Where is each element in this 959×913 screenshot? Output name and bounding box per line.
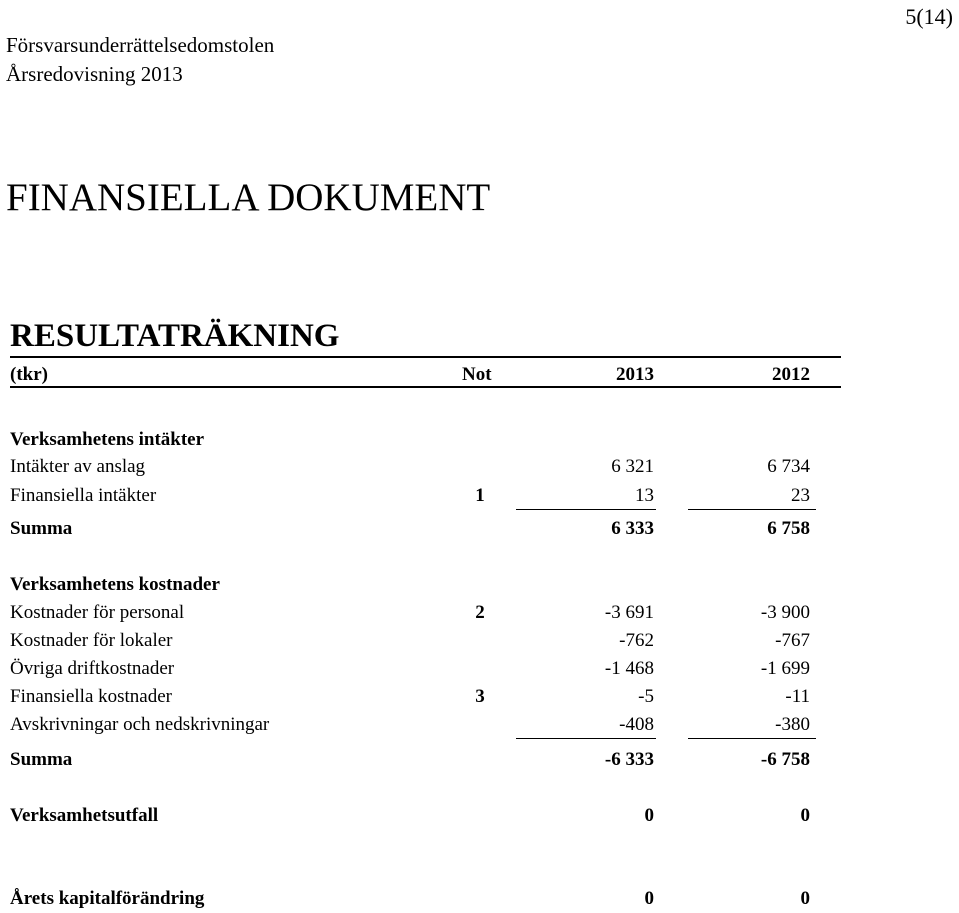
cost-heading: Verksamhetens kostnader [10,574,220,595]
income-heading: Verksamhetens intäkter [10,429,205,450]
row-label: Kostnader för personal [10,602,185,623]
row-label: Summa [10,749,73,770]
report-name: Årsredovisning 2013 [6,62,183,86]
row-value-2013: -1 468 [604,658,654,679]
row-value-2013: -6 333 [604,749,654,770]
page-number: 5(14) [905,4,953,29]
column-header-label: (tkr) [10,364,48,385]
row-label: Avskrivningar och nedskrivningar [10,714,270,735]
column-header-2013: 2013 [616,364,654,385]
row-value-2012: 0 [800,805,810,826]
section-title: RESULTATRÄKNING [10,318,340,354]
row-label: Intäkter av anslag [10,456,146,477]
row-value-2013: -3 691 [604,602,654,623]
subtotal-rule-2013 [516,509,656,510]
document-title: FINANSIELLA DOKUMENT [6,176,491,219]
row-value-2012: -6 758 [760,749,810,770]
table-header-rule [10,386,841,388]
row-note: 2 [475,602,485,623]
row-value-2012: -11 [785,686,810,707]
row-value-2012: 23 [791,485,810,506]
row-value-2013: 6 333 [611,518,654,539]
row-note: 3 [475,686,485,707]
row-value-2012: -767 [775,630,810,651]
row-label: Årets kapitalförändring [10,888,205,909]
row-label: Summa [10,518,73,539]
row-value-2012: 6 758 [767,518,810,539]
row-value-2013: 0 [644,888,654,909]
row-value-2012: 0 [800,888,810,909]
table-top-rule [10,356,841,358]
row-value-2013: 13 [635,485,654,506]
row-value-2013: 0 [644,805,654,826]
subtotal-rule-2012 [688,738,816,739]
column-header-2012: 2012 [772,364,810,385]
row-note: 1 [475,485,485,506]
row-value-2013: 6 321 [611,456,654,477]
column-header-note: Not [462,364,492,385]
row-value-2012: -380 [775,714,810,735]
row-label: Finansiella intäkter [10,485,157,506]
row-value-2012: -3 900 [760,602,810,623]
row-label: Verksamhetsutfall [10,805,159,826]
subtotal-rule-2013 [516,738,656,739]
row-label: Kostnader för lokaler [10,630,173,651]
row-value-2013: -408 [619,714,654,735]
row-value-2013: -762 [619,630,654,651]
row-label: Övriga driftkostnader [10,658,175,679]
organization-name: Försvarsunderrättelsedomstolen [6,33,275,57]
row-value-2012: 6 734 [767,456,810,477]
row-value-2013: -5 [638,686,654,707]
row-value-2012: -1 699 [760,658,810,679]
row-label: Finansiella kostnader [10,686,172,707]
subtotal-rule-2012 [688,509,816,510]
